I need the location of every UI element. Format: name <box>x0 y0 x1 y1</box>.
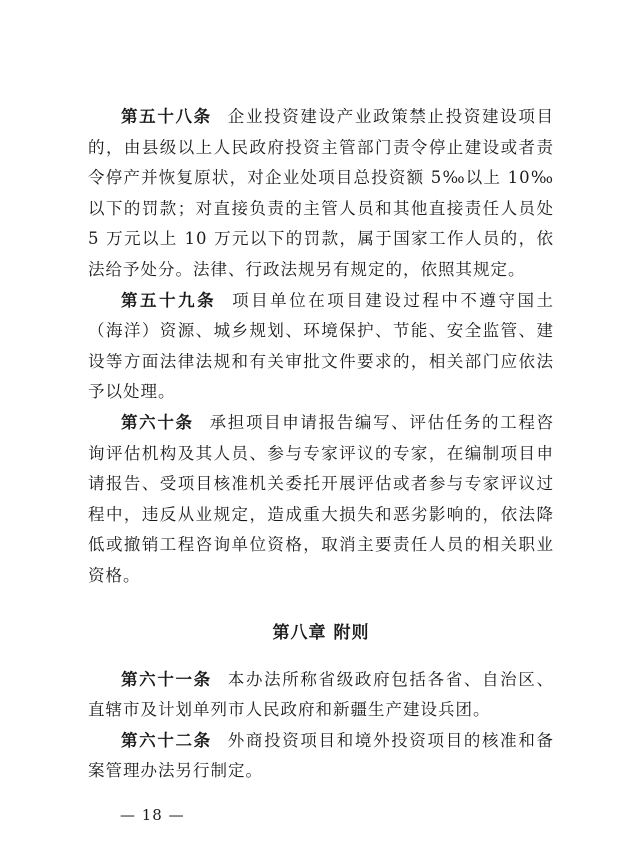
article-text: 企业投资建设产业政策禁止投资建设项目的，由县级以上人民政府投资主管部门责令停止建设或者责令停产并恢复原状，对企业处项目总投资额 5‰以上 10‰以下的罚款；对直接负责的主管人员和其他直接责任人员处 5 万元以上 10 万元以下的罚款，属于国家工作人员的，依法给予处分。法律、行政法规另有规定的，依照其规定。 <box>88 107 555 279</box>
chapter-heading: 第八章 附则 <box>272 622 370 643</box>
article-title: 第五十八条 <box>121 107 212 126</box>
page-number: — 18 — <box>120 806 185 824</box>
article-60 <box>88 408 554 592</box>
article-61 <box>88 665 554 726</box>
article-text: 外商投资项目和境外投资项目的核准和备案管理办法另行制定。 <box>88 730 555 781</box>
article-62 <box>88 726 554 787</box>
article-title: 第六十条 <box>121 412 194 432</box>
article-title: 第六十一条 <box>121 669 212 689</box>
article-text: 本办法所称省级政府包括各省、自治区、直辖市及计划单列市人民政府和新疆生产建设兵团。 <box>88 669 555 720</box>
document-body <box>88 102 554 787</box>
article-title: 第六十二条 <box>121 730 212 750</box>
article-58 <box>88 102 554 286</box>
article-text: 项目单位在项目建设过程中不遵守国土（海洋）资源、城乡规划、环境保护、节能、安全监管、建设等方面法律法规和有关审批文件要求的，相关部门应依法予以处理。 <box>88 290 555 402</box>
article-59 <box>88 286 554 408</box>
article-text: 承担项目申请报告编写、评估任务的工程咨询评估机构及其人员、参与专家评议的专家，在编制项目申请报告、受项目核准机关委托开展评估或者参与专家评议过程中，违反从业规定，造成重大损失和恶劣影响的，依法降低或撤销工程咨询单位资格，取消主要责任人员的相关职业资格。 <box>88 412 555 585</box>
article-title: 第五十九条 <box>121 290 217 310</box>
